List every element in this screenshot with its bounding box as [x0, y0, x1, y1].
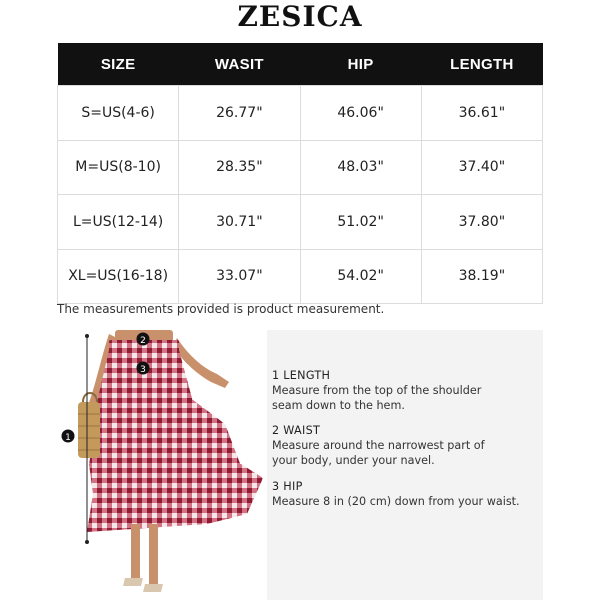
length-cell: 38.19" — [421, 249, 542, 304]
guide-waist-desc-1: Measure around the narrowest part of — [272, 439, 485, 452]
guide-waist-heading: 2 WAIST — [272, 424, 321, 437]
left-leg — [131, 524, 140, 578]
length-cell: 37.80" — [421, 195, 542, 250]
guide-hip — [272, 479, 532, 509]
brand-logo: ZESICA — [237, 0, 363, 33]
size-cell: L=US(12-14) — [58, 195, 179, 250]
table-row — [58, 195, 543, 250]
left-sandal — [123, 578, 143, 586]
length-cell: 36.61" — [421, 86, 542, 141]
column-header-hip: HIP — [300, 43, 421, 86]
column-header-length: LENGTH — [421, 43, 542, 86]
hip-cell: 54.02" — [300, 249, 421, 304]
column-header-waist: WASIT — [179, 43, 300, 86]
table-row — [58, 140, 543, 195]
guide-hip-heading: 3 HIP — [272, 480, 303, 493]
guide-hip-desc-1: Measure 8 in (20 cm) down from your waist. — [272, 495, 520, 508]
marker-length-label: 1 — [65, 433, 71, 443]
guide-waist-desc-2: your body, under your navel. — [272, 454, 435, 467]
hip-cell: 48.03" — [300, 140, 421, 195]
table-header-row — [58, 43, 543, 86]
length-cell: 37.40" — [421, 140, 542, 195]
guide-waist — [272, 423, 532, 468]
hip-cell: 46.06" — [300, 86, 421, 141]
marker-hip-label: 3 — [140, 365, 146, 375]
waist-cell: 33.07" — [179, 249, 300, 304]
skirt-tier-1 — [97, 350, 193, 402]
size-cell: S=US(4-6) — [58, 86, 179, 141]
hip-cell: 51.02" — [300, 195, 421, 250]
waist-cell: 26.77" — [179, 86, 300, 141]
size-cell: M=US(8-10) — [58, 140, 179, 195]
table-row — [58, 249, 543, 304]
waist-cell: 28.35" — [179, 140, 300, 195]
skirt-tier-2 — [89, 400, 241, 466]
size-table — [57, 43, 543, 304]
right-sandal — [143, 584, 163, 592]
table-row — [58, 86, 543, 141]
skirt-illustration — [57, 328, 267, 600]
guide-length-desc-1: Measure from the top of the shoulder — [272, 384, 482, 397]
waist-cell: 30.71" — [179, 195, 300, 250]
guide-length-desc-2: seam down to the hem. — [272, 399, 405, 412]
column-header-size: SIZE — [58, 43, 179, 86]
right-leg — [149, 524, 158, 584]
measurement-note: The measurements provided is product measurement. — [57, 302, 385, 316]
size-cell: XL=US(16-18) — [58, 249, 179, 304]
guide-length-heading: 1 LENGTH — [272, 369, 331, 382]
measure-guide-panel — [267, 330, 543, 600]
guide-length — [272, 368, 532, 413]
skirt-tier-3 — [87, 464, 263, 532]
product-photo — [57, 328, 267, 600]
marker-waist-label: 2 — [140, 336, 146, 346]
